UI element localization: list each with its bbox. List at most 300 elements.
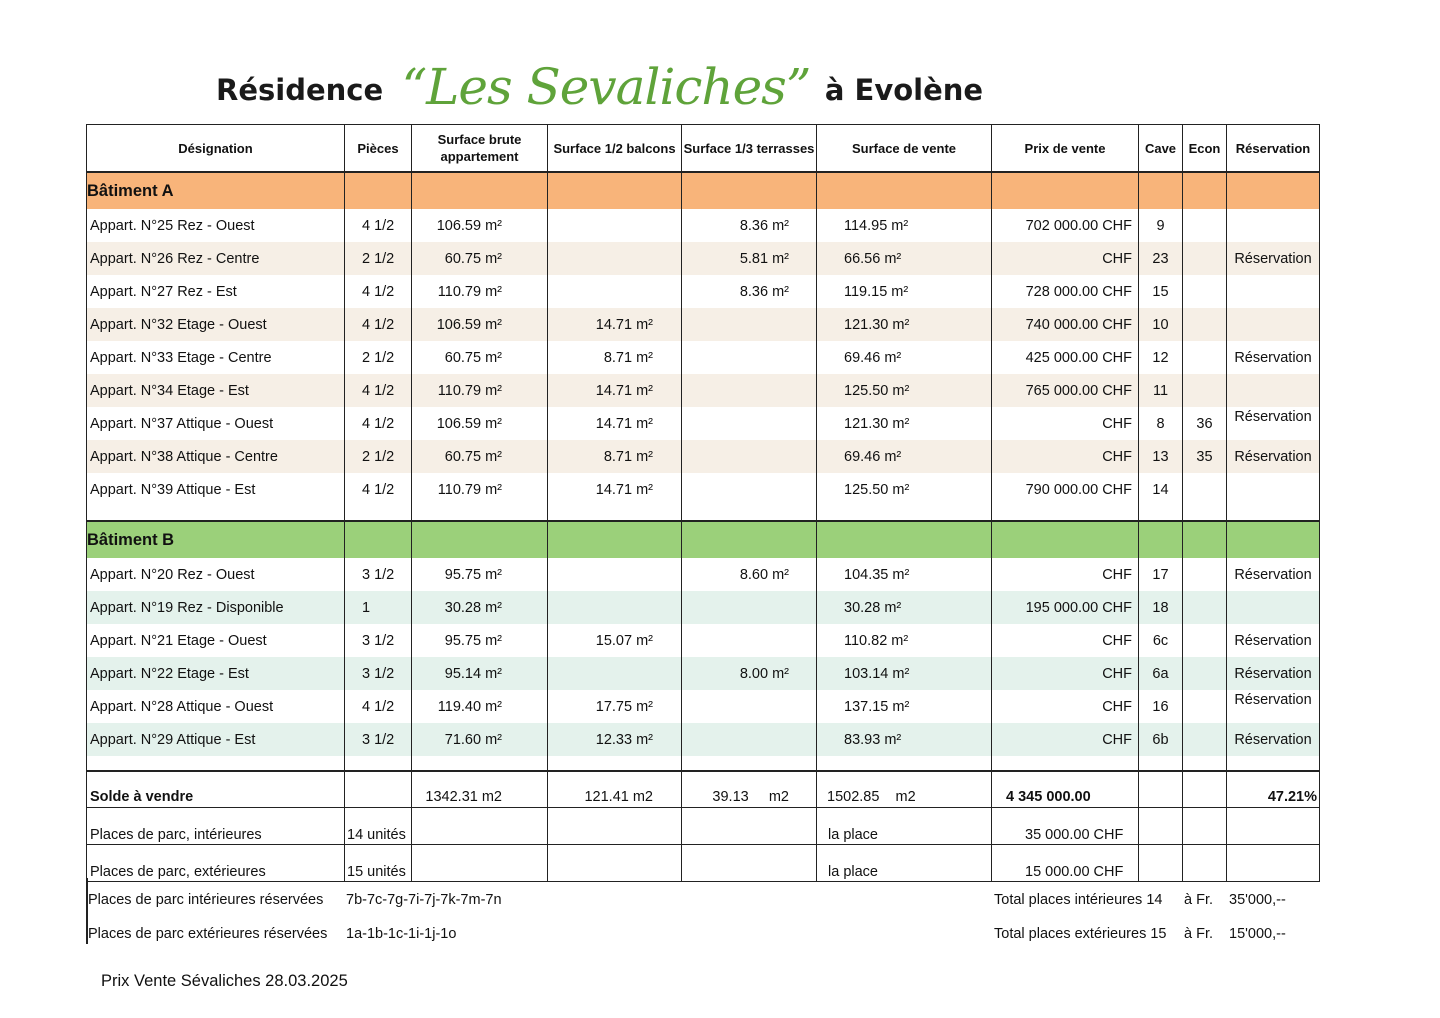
cell-name-text: Appart. N°22 Etage - Est	[90, 665, 249, 682]
cell-vente-text: 69.46 m²	[844, 448, 902, 465]
cell-econ	[1183, 473, 1227, 506]
cell-name-text: Appart. N°39 Attique - Est	[90, 481, 256, 498]
cell-res-text: Réservation	[1234, 665, 1312, 682]
cell-brute-text: 106.59 m²	[436, 316, 502, 333]
batiment-a-section	[87, 172, 1320, 521]
cell-res	[1227, 341, 1320, 374]
reserved-ext-fr: à Fr.	[1184, 926, 1214, 942]
cell-pieces	[345, 407, 412, 440]
cell-vente-text: 30.28 m²	[844, 599, 902, 616]
cell-econ	[1183, 275, 1227, 308]
parking-int-per: la place	[817, 808, 992, 845]
table-row	[87, 209, 1320, 242]
cell-name-text: Appart. N°33 Etage - Centre	[90, 349, 272, 366]
cell-name	[87, 308, 345, 341]
cell-res	[1227, 657, 1320, 690]
reserved-ext-price: 15'000,--	[1229, 926, 1286, 942]
cell-prix	[992, 723, 1139, 756]
cell-vente	[817, 558, 992, 591]
cell-prix-text: CHF	[1102, 632, 1132, 649]
cell-terrasse	[682, 341, 817, 374]
cell-balcon	[548, 624, 682, 657]
cell-cave-text: 14	[1152, 481, 1169, 498]
cell-res	[1227, 558, 1320, 591]
cell-res-text: Réservation	[1234, 250, 1312, 267]
cell-balcon	[548, 558, 682, 591]
cell-cave-text: 6a	[1152, 665, 1169, 682]
cell-vente	[817, 591, 992, 624]
title-suffix: à Evolène	[824, 73, 984, 107]
cell-res	[1227, 407, 1320, 440]
cell-pieces	[345, 690, 412, 723]
cell-brute	[412, 209, 548, 242]
col-header-surface-brute: Surface brute appartement	[412, 125, 548, 173]
cell-res	[1227, 242, 1320, 275]
cell-prix	[992, 242, 1139, 275]
cell-econ	[1183, 591, 1227, 624]
reserved-int-total: Total places intérieures 14	[994, 892, 1163, 908]
cell-prix	[992, 591, 1139, 624]
cell-brute	[412, 275, 548, 308]
cell-terrasse-text: 8.00 m²	[739, 665, 789, 682]
solde-prix: 4 345 000.00	[992, 771, 1139, 808]
cell-prix-text: CHF	[1102, 250, 1132, 267]
section-header-a	[87, 172, 1320, 209]
cell-vente	[817, 341, 992, 374]
cell-brute	[412, 624, 548, 657]
table-row	[87, 275, 1320, 308]
cell-balcon-text: 15.07 m²	[595, 632, 653, 649]
cell-pieces-text: 2 1/2	[362, 448, 395, 465]
cell-terrasse	[682, 657, 817, 690]
cell-balcon	[548, 209, 682, 242]
cell-balcon	[548, 341, 682, 374]
cell-vente	[817, 407, 992, 440]
cell-pieces	[345, 657, 412, 690]
section-label-a: Bâtiment A	[87, 172, 345, 209]
cell-name	[87, 407, 345, 440]
parking-ext-per: la place	[817, 845, 992, 882]
cell-pieces	[345, 624, 412, 657]
cell-cave-text: 8	[1156, 415, 1165, 432]
cell-name	[87, 275, 345, 308]
cell-terrasse-text: 5.81 m²	[739, 250, 789, 267]
cell-name-text: Appart. N°28 Attique - Ouest	[90, 698, 274, 715]
cell-terrasse	[682, 374, 817, 407]
cell-prix-text: CHF	[1102, 698, 1132, 715]
parking-int-price: 35 000.00 CHF	[992, 808, 1139, 845]
cell-vente-text: 121.30 m²	[844, 316, 910, 333]
cell-pieces	[345, 591, 412, 624]
reserved-ext-label: Places de parc extérieures réservées	[88, 926, 328, 942]
cell-vente	[817, 308, 992, 341]
cell-brute-text: 110.79 m²	[437, 481, 502, 498]
cell-brute-text: 106.59 m²	[436, 217, 502, 234]
cell-prix	[992, 473, 1139, 506]
solde-label: Solde à vendre	[87, 771, 345, 808]
cell-vente	[817, 624, 992, 657]
cell-pieces-text: 2 1/2	[362, 250, 395, 267]
cell-name	[87, 242, 345, 275]
cell-res	[1227, 591, 1320, 624]
cell-res-text: Réservation	[1234, 349, 1312, 366]
cell-cave-text: 15	[1152, 283, 1169, 300]
cell-cave	[1139, 407, 1183, 440]
cell-brute-text: 95.75 m²	[444, 632, 502, 649]
cell-brute	[412, 591, 548, 624]
cell-econ	[1183, 341, 1227, 374]
cell-prix	[992, 341, 1139, 374]
cell-balcon-text: 14.71 m²	[595, 382, 653, 399]
cell-cave-text: 16	[1152, 698, 1169, 715]
cell-terrasse	[682, 723, 817, 756]
cell-brute-text: 95.75 m²	[444, 566, 502, 583]
cell-vente	[817, 374, 992, 407]
cell-name	[87, 440, 345, 473]
cell-prix	[992, 624, 1139, 657]
cell-prix	[992, 308, 1139, 341]
cell-balcon-text: 17.75 m²	[595, 698, 653, 715]
cell-cave-text: 11	[1152, 382, 1169, 399]
cell-balcon	[548, 308, 682, 341]
cell-terrasse-text: 8.36 m²	[739, 217, 789, 234]
cell-cave	[1139, 374, 1183, 407]
cell-vente	[817, 690, 992, 723]
footer-note: Prix Vente Sévaliches 28.03.2025	[101, 972, 348, 990]
cell-cave	[1139, 242, 1183, 275]
cell-pieces	[345, 473, 412, 506]
cell-pieces	[345, 209, 412, 242]
cell-prix-text: CHF	[1102, 448, 1132, 465]
cell-res	[1227, 624, 1320, 657]
cell-res	[1227, 308, 1320, 341]
cell-terrasse	[682, 558, 817, 591]
cell-prix	[992, 690, 1139, 723]
cell-cave	[1139, 558, 1183, 591]
cell-name	[87, 591, 345, 624]
cell-vente	[817, 242, 992, 275]
col-header-balcons: Surface 1/2 balcons	[548, 125, 682, 173]
cell-pieces-text: 4 1/2	[362, 481, 395, 498]
cell-res	[1227, 275, 1320, 308]
table-row	[87, 558, 1320, 591]
cell-name-text: Appart. N°37 Attique - Ouest	[90, 415, 274, 432]
cell-pieces-text: 3 1/2	[362, 731, 395, 748]
cell-pieces-text: 4 1/2	[362, 698, 395, 715]
cell-terrasse-text: 8.60 m²	[739, 566, 789, 583]
cell-cave-text: 10	[1152, 316, 1169, 333]
cell-cave-text: 6b	[1152, 731, 1169, 748]
cell-vente-text: 110.82 m²	[844, 632, 909, 649]
cell-prix-text: 765 000.00 CHF	[1025, 382, 1132, 399]
cell-res-text: Réservation	[1234, 566, 1312, 583]
cell-balcon-text: 12.33 m²	[595, 731, 653, 748]
cell-vente-text: 125.50 m²	[844, 481, 910, 498]
cell-name	[87, 723, 345, 756]
cell-econ	[1183, 657, 1227, 690]
cell-prix	[992, 209, 1139, 242]
cell-res	[1227, 690, 1320, 723]
col-header-cave: Cave	[1139, 125, 1183, 173]
cell-vente-text: 83.93 m²	[844, 731, 902, 748]
cell-cave-text: 9	[1156, 217, 1165, 234]
table-row	[87, 341, 1320, 374]
cell-vente-text: 121.30 m²	[844, 415, 910, 432]
cell-res-text: Réservation	[1234, 731, 1312, 748]
cell-name-text: Appart. N°32 Etage - Ouest	[90, 316, 267, 333]
cell-terrasse-text: 8.36 m²	[739, 283, 789, 300]
cell-res-text: Réservation	[1234, 448, 1312, 465]
reserved-ext-total: Total places extérieures 15	[994, 926, 1167, 942]
cell-vente-text: 125.50 m²	[844, 382, 910, 399]
cell-econ	[1183, 558, 1227, 591]
col-header-surface-vente: Surface de vente	[817, 125, 992, 173]
cell-brute	[412, 374, 548, 407]
price-table	[86, 124, 1320, 882]
cell-name-text: Appart. N°29 Attique - Est	[90, 731, 256, 748]
cell-pieces-text: 2 1/2	[362, 349, 395, 366]
table-row	[87, 374, 1320, 407]
cell-pieces-text: 4 1/2	[362, 283, 395, 300]
col-header-prix: Prix de vente	[992, 125, 1139, 173]
cell-brute	[412, 440, 548, 473]
cell-balcon	[548, 591, 682, 624]
cell-brute-text: 95.14 m²	[444, 665, 502, 682]
cell-pieces	[345, 242, 412, 275]
cell-pieces	[345, 558, 412, 591]
cell-econ	[1183, 242, 1227, 275]
solde-vente: 1502.85 m2	[817, 771, 992, 808]
cell-brute	[412, 341, 548, 374]
cell-terrasse	[682, 624, 817, 657]
cell-prix-text: CHF	[1102, 731, 1132, 748]
cell-brute	[412, 473, 548, 506]
cell-terrasse	[682, 275, 817, 308]
cell-cave-text: 18	[1152, 599, 1169, 616]
cell-res-text: Réservation	[1234, 408, 1312, 425]
cell-prix	[992, 374, 1139, 407]
cell-econ	[1183, 308, 1227, 341]
cell-brute	[412, 723, 548, 756]
cell-cave	[1139, 624, 1183, 657]
cell-econ	[1183, 440, 1227, 473]
cell-terrasse	[682, 690, 817, 723]
reserved-int-fr: à Fr.	[1184, 892, 1214, 908]
cell-pieces-text: 3 1/2	[362, 632, 395, 649]
cell-cave-text: 17	[1152, 566, 1169, 583]
col-header-reservation: Réservation	[1227, 125, 1320, 173]
cell-name-text: Appart. N°27 Rez - Est	[90, 283, 237, 300]
cell-prix-text: 728 000.00 CHF	[1025, 283, 1132, 300]
cell-pieces	[345, 308, 412, 341]
cell-cave	[1139, 209, 1183, 242]
cell-name-text: Appart. N°25 Rez - Ouest	[90, 217, 255, 234]
cell-econ-text: 36	[1196, 415, 1213, 432]
cell-vente	[817, 209, 992, 242]
cell-name	[87, 374, 345, 407]
cell-name	[87, 558, 345, 591]
cell-vente-text: 119.15 m²	[844, 283, 909, 300]
cell-brute-text: 60.75 m²	[444, 349, 502, 366]
table-row	[87, 308, 1320, 341]
cell-name	[87, 473, 345, 506]
cell-prix	[992, 558, 1139, 591]
reserved-int-codes: 7b-7c-7g-7i-7j-7k-7m-7n	[346, 892, 502, 908]
reserved-ext-codes: 1a-1b-1c-1i-1j-1o	[346, 926, 457, 942]
cell-econ	[1183, 374, 1227, 407]
cell-brute-text: 30.28 m²	[444, 599, 502, 616]
cell-name-text: Appart. N°21 Etage - Ouest	[90, 632, 267, 649]
table-header-row	[87, 125, 1320, 173]
cell-res	[1227, 374, 1320, 407]
cell-pieces	[345, 275, 412, 308]
cell-brute-text: 110.79 m²	[437, 382, 502, 399]
cell-pieces-text: 4 1/2	[362, 382, 395, 399]
cell-econ-text: 35	[1196, 448, 1213, 465]
cell-name-text: Appart. N°34 Etage - Est	[90, 382, 249, 399]
cell-cave	[1139, 690, 1183, 723]
cell-vente-text: 104.35 m²	[844, 566, 910, 583]
cell-terrasse	[682, 440, 817, 473]
table-row	[87, 407, 1320, 440]
cell-pieces-text: 4 1/2	[362, 415, 395, 432]
solde-balcons: 121.41 m2	[548, 771, 682, 808]
cell-vente	[817, 440, 992, 473]
solde-row	[87, 771, 1320, 808]
parking-int-label: Places de parc, intérieures	[87, 808, 345, 845]
cell-brute-text: 110.79 m²	[437, 283, 502, 300]
table-row	[87, 624, 1320, 657]
cell-cave	[1139, 341, 1183, 374]
cell-vente-text: 114.95 m²	[844, 217, 909, 234]
cell-pieces	[345, 723, 412, 756]
parking-row-int	[87, 808, 1320, 845]
cell-econ	[1183, 407, 1227, 440]
cell-pieces	[345, 374, 412, 407]
cell-terrasse	[682, 308, 817, 341]
cell-terrasse	[682, 591, 817, 624]
cell-res-text: Réservation	[1234, 632, 1312, 649]
cell-name-text: Appart. N°20 Rez - Ouest	[90, 566, 255, 583]
table-row	[87, 657, 1320, 690]
cell-name	[87, 690, 345, 723]
cell-res-text: Réservation	[1234, 691, 1312, 708]
cell-cave	[1139, 473, 1183, 506]
cell-cave	[1139, 657, 1183, 690]
title-residence-name: “Les Sevaliches”	[401, 58, 811, 116]
table-row	[87, 723, 1320, 756]
cell-brute-text: 106.59 m²	[436, 415, 502, 432]
cell-brute-text: 60.75 m²	[444, 448, 502, 465]
cell-brute	[412, 242, 548, 275]
parking-row-ext	[87, 845, 1320, 882]
cell-cave-text: 23	[1152, 250, 1169, 267]
cell-prix-text: 702 000.00 CHF	[1025, 217, 1132, 234]
cell-pieces	[345, 440, 412, 473]
cell-pieces-text: 1	[362, 599, 371, 616]
cell-name	[87, 341, 345, 374]
parking-ext-units: 15 unités	[345, 845, 412, 882]
cell-cave	[1139, 275, 1183, 308]
cell-pieces	[345, 341, 412, 374]
cell-balcon	[548, 690, 682, 723]
cell-name	[87, 657, 345, 690]
cell-cave	[1139, 723, 1183, 756]
cell-balcon-text: 14.71 m²	[595, 316, 653, 333]
col-header-designation: Désignation	[87, 125, 345, 173]
table-row	[87, 242, 1320, 275]
cell-balcon-text: 8.71 m²	[603, 349, 653, 366]
col-header-pieces: Pièces	[345, 125, 412, 173]
totals-section	[87, 771, 1320, 882]
reserved-int-label: Places de parc intérieures réservées	[88, 892, 324, 908]
cell-vente-text: 69.46 m²	[844, 349, 902, 366]
solde-pct: 47.21%	[1227, 771, 1320, 808]
cell-brute	[412, 308, 548, 341]
parking-int-units: 14 unités	[345, 808, 412, 845]
cell-balcon	[548, 473, 682, 506]
cell-balcon	[548, 407, 682, 440]
cell-pieces-text: 3 1/2	[362, 665, 395, 682]
cell-name	[87, 209, 345, 242]
cell-vente-text: 103.14 m²	[844, 665, 910, 682]
cell-vente-text: 137.15 m²	[844, 698, 910, 715]
cell-prix-text: CHF	[1102, 415, 1132, 432]
cell-name-text: Appart. N°19 Rez - Disponible	[90, 599, 284, 616]
cell-balcon-text: 8.71 m²	[603, 448, 653, 465]
col-header-terrasses: Surface 1/3 terrasses	[682, 125, 817, 173]
cell-econ	[1183, 690, 1227, 723]
cell-balcon	[548, 440, 682, 473]
title-prefix: Résidence	[216, 73, 384, 107]
cell-prix	[992, 275, 1139, 308]
cell-res	[1227, 723, 1320, 756]
batiment-b-section	[87, 521, 1320, 771]
table-row	[87, 440, 1320, 473]
cell-vente	[817, 657, 992, 690]
cell-balcon	[548, 275, 682, 308]
cell-terrasse	[682, 407, 817, 440]
cell-name-text: Appart. N°38 Attique - Centre	[90, 448, 278, 465]
cell-terrasse	[682, 209, 817, 242]
cell-balcon	[548, 657, 682, 690]
cell-econ	[1183, 624, 1227, 657]
parking-ext-price: 15 000.00 CHF	[992, 845, 1139, 882]
cell-vente	[817, 275, 992, 308]
cell-balcon	[548, 374, 682, 407]
cell-cave-text: 13	[1152, 448, 1169, 465]
cell-terrasse	[682, 473, 817, 506]
col-header-econ: Econ	[1183, 125, 1227, 173]
cell-balcon-text: 14.71 m²	[595, 481, 653, 498]
section-label-b: Bâtiment B	[87, 521, 345, 558]
cell-prix-text: 425 000.00 CHF	[1025, 349, 1132, 366]
cell-name-text: Appart. N°26 Rez - Centre	[90, 250, 260, 267]
cell-name	[87, 624, 345, 657]
parking-ext-label: Places de parc, extérieures	[87, 845, 345, 882]
cell-cave	[1139, 308, 1183, 341]
solde-brute: 1342.31 m2	[412, 771, 548, 808]
cell-cave	[1139, 591, 1183, 624]
table-row	[87, 591, 1320, 624]
cell-res	[1227, 473, 1320, 506]
cell-res	[1227, 209, 1320, 242]
section-header-b	[87, 521, 1320, 558]
table-row	[87, 690, 1320, 723]
cell-prix-text: 195 000.00 CHF	[1025, 599, 1132, 616]
cell-brute-text: 71.60 m²	[444, 731, 502, 748]
cell-econ	[1183, 209, 1227, 242]
